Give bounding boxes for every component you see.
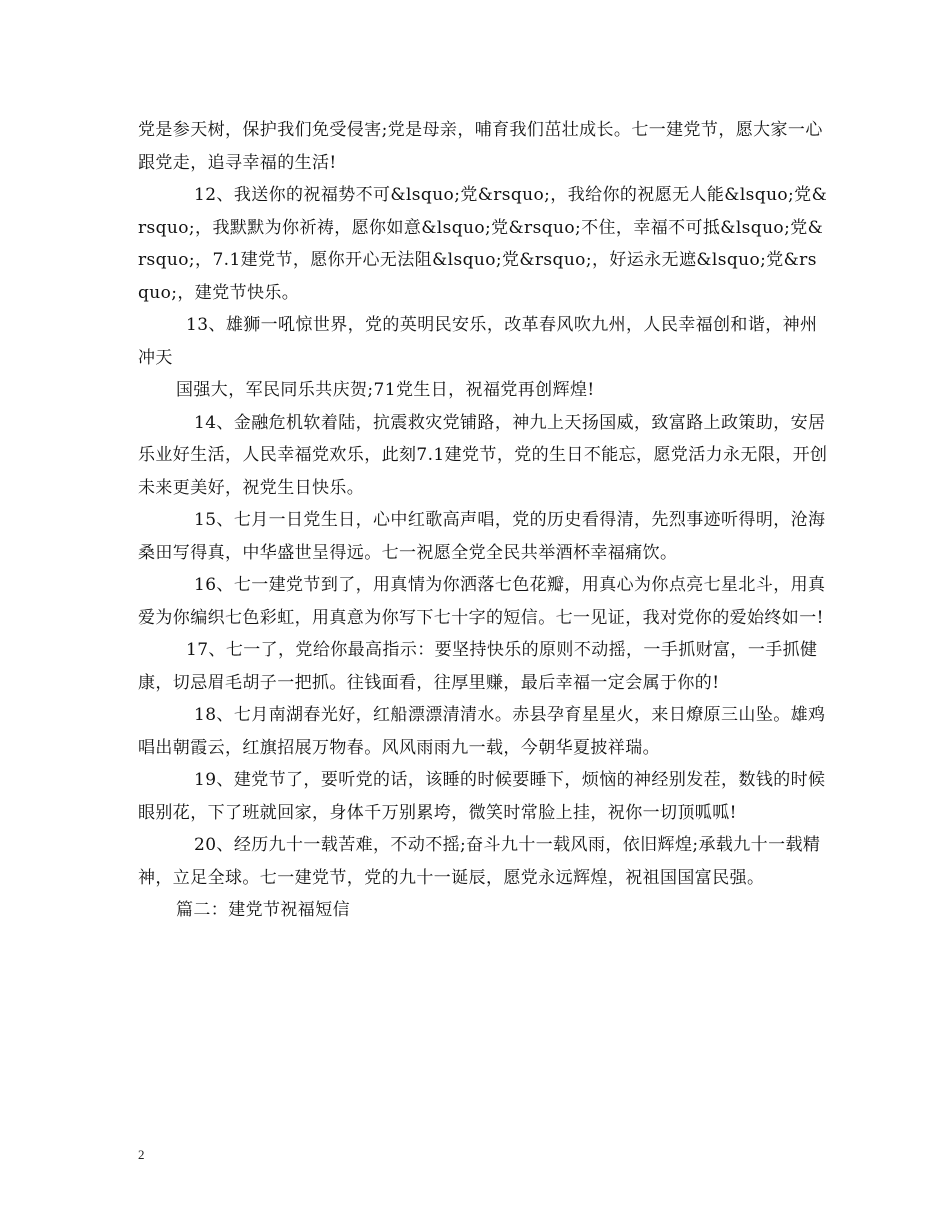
section-heading: 篇二：建党节祝福短信 bbox=[176, 900, 350, 920]
paragraph-item-15: 15、七月一日党生日，心中红歌高声唱，党的历史看得清，先烈事迹听得明，沧海桑田写得真，中华盛世呈得远。七一祝愿全党全民共举酒杯幸福痛饮。 bbox=[138, 510, 826, 563]
paragraph-item-20: 20、经历九十一载苦难，不动不摇;奋斗九十一载风雨，依旧辉煌;承载九十一载精神，立足全球。七一建党节，党的九十一诞辰，愿党永远辉煌，祝祖国国富民强。 bbox=[138, 835, 821, 888]
paragraph-item-19: 19、建党节了，要听党的话，该睡的时候要睡下，烦恼的神经别发茬，数钱的时候眼别花，下了班就回家，身体千万别累垮，微笑时常脸上挂，祝你一切顶呱呱! bbox=[138, 770, 826, 823]
page-number: 2 bbox=[138, 1147, 145, 1162]
paragraph-item-14: 14、金融危机软着陆，抗震救灾党铺路，神九上天扬国威，致富路上政策助，安居乐业好生活，人民幸福党欢乐，此刻7.1建党节，党的生日不能忘，愿党活力永无限，开创未来更美好，祝党生日快乐。 bbox=[138, 412, 828, 498]
paragraph-item-16: 16、七一建党节到了，用真情为你洒落七色花瓣，用真心为你点亮七星北斗，用真爱为你编织七色彩虹，用真意为你写下七十字的短信。七一见证，我对党你的爱始终如一! bbox=[138, 575, 826, 628]
document-body bbox=[138, 114, 828, 927]
paragraph-item-17: 17、七一了，党给你最高指示：要坚持快乐的原则不动摇，一手抓财富，一手抓健康，切忌眉毛胡子一把抓。往钱面看，往厚里赚，最后幸福一定会属于你的! bbox=[138, 640, 818, 693]
paragraph-intro: 党是参天树，保护我们免受侵害;党是母亲，哺育我们茁壮成长。七一建党节，愿大家一心跟党走，追寻幸福的生活! bbox=[138, 120, 823, 173]
paragraph-item-12: 12、我送你的祝福势不可&lsquo;党&rsquo;，我给你的祝愿无人能&lsquo;党&rsquo;，我默默为你祈祷，愿你如意&lsquo;党&rsquo;不住，幸福不可抵&lsquo;党&rsquo;，7.1建党节，愿你开心无法阻&lsquo;党&rsquo;，好运永无遮&lsquo;党&rsquo;，建党节快乐。 bbox=[138, 185, 828, 303]
paragraph-item-18: 18、七月南湖春光好，红船漂漂清清水。赤县孕育星星火，来日燎原三山坠。雄鸡唱出朝霞云，红旗招展万物春。风风雨雨九一载，今朝华夏披祥瑞。 bbox=[138, 705, 826, 758]
paragraph-item-13: 13、雄狮一吼惊世界，党的英明民安乐，改革春风吹九州，人民幸福创和谐，神州冲天 bbox=[138, 315, 818, 368]
paragraph-item-13-continued: 国强大，军民同乐共庆贺;71党生日，祝福党再创辉煌! bbox=[176, 380, 595, 400]
